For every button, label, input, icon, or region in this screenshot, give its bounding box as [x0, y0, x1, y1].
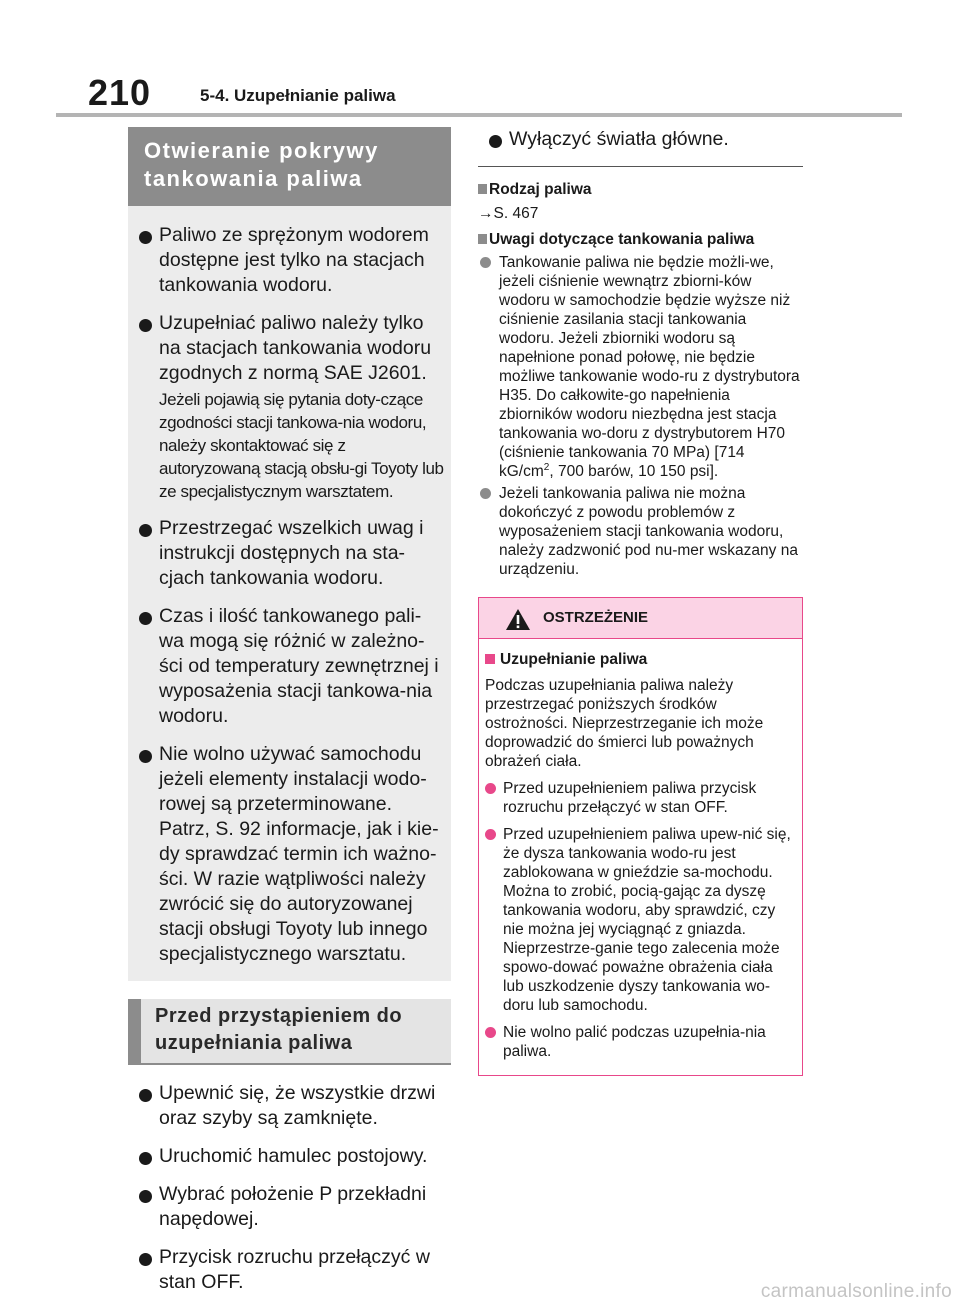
square-bullet-icon	[485, 654, 495, 664]
fuel-type-heading: Rodzaj paliwa	[478, 179, 803, 200]
list-item	[134, 1182, 451, 1232]
page-number: 210	[88, 72, 152, 113]
warning-header	[479, 598, 802, 639]
bullet-icon	[485, 1027, 496, 1038]
note-item: Jeżeli tankowania paliwa nie można dokończyć z powodu problemów z wyposażeniem stacji tankowania wodoru, należy zadzwonić pod nu-mer wskazany na urządzeniu.	[478, 484, 803, 579]
square-bullet-icon	[478, 234, 487, 244]
list-item	[134, 311, 445, 503]
bullet-icon	[139, 524, 152, 537]
item-text: Przycisk rozruchu przełączyć w stan OFF.	[159, 1246, 430, 1293]
list-item	[134, 516, 445, 591]
item-text: Upewnić się, że wszystkie drzwi oraz szyby są zamknięte.	[159, 1082, 436, 1129]
warning-item: Nie wolno palić podczas uzupełnia-nia paliwa.	[485, 1023, 796, 1061]
item-note: Jeżeli pojawią się pytania doty-czące zgodności stacji tankowa-nia wodoru, należy skontaktować się z autoryzowaną stacją obsłu-gi Toyoty lub ze specjalistycznym warsztatem.	[159, 390, 444, 501]
warning-title: OSTRZEŻENIE	[543, 609, 649, 626]
item-text: Czas i ilość tankowanego pali-wa mogą się różnić w zależno-ści od temperatury zewnętrznej i wyposażenia stacji tankowa-nia wodoru.	[159, 605, 439, 727]
bullet-icon	[139, 1190, 152, 1203]
bullet-icon	[489, 135, 502, 148]
item-text: Uzupełniać paliwo należy tylko na stacjach tankowania wodoru zgodnych z normą SAE J2601.	[159, 312, 432, 384]
warning-subheading: Uzupełnianie paliwa	[485, 649, 796, 670]
list-item	[134, 223, 445, 298]
list-item	[134, 1245, 451, 1295]
bullet-icon	[485, 783, 496, 794]
bullet-icon	[139, 1152, 152, 1165]
page-reference: →S. 467	[478, 205, 539, 222]
warning-box	[478, 597, 803, 1076]
spacer	[128, 981, 451, 999]
bullet-icon	[139, 750, 152, 763]
right-column	[478, 127, 803, 1076]
note-item: Tankowanie paliwa nie będzie możli-we, jeżeli ciśnienie wewnątrz zbiorni-ków wodoru w samochodzie będzie wyższe niż ciśnienie zasilania stacji tankowania wodoru. Jeżeli zbiorniki wodoru są napełnione ponad połowę, nie będzie możliwe tankowanie wodo-ru z dystrybutora H35. Do całkowite-go napełnienia zbiorników wodoru niezbędna jest stacja tankowania wo-doru z dystrybutorem H70 (ciśnienie tankowania 70 MPa) [714 $kG/cm^2$, 700 barów, 10 150 psi].	[478, 253, 803, 481]
warning-item: Przed uzupełnieniem paliwa przycisk rozruchu przełączyć w stan OFF.	[485, 779, 796, 817]
warning-item: Przed uzupełnieniem paliwa upew-nić się, że dysza tankowania wodo-ru jest zablokowana w gnieździe sa-mochodu. Można to zrobić, pocią-gając za dyszę tankowania wodoru, aby sprawdzić, czy nie można jej wyciągnąć z gniazda. Nieprzestrze-ganie tego zalecenia może spowo-dować poważne obrażenia ciała lub uszkodzenie dyszy tankowania wo-doru lub samochodu.	[485, 825, 796, 1015]
refuel-notes-heading: Uwagi dotyczące tankowania paliwa	[478, 229, 803, 250]
item-text: Przestrzegać wszelkich uwag i instrukcji dostępnych na sta-cjach tankowania wodoru.	[159, 517, 424, 589]
warning-triangle-icon	[505, 608, 531, 636]
right-top-list	[478, 127, 803, 152]
item-text: Wybrać położenie P przekładni napędowej.	[159, 1183, 427, 1230]
list-item	[134, 604, 445, 729]
list-item	[484, 127, 803, 152]
superscript: 2	[543, 461, 550, 473]
bullet-icon	[485, 829, 496, 840]
opening-fuel-door-box	[128, 127, 451, 981]
list-item	[134, 1081, 451, 1131]
before-refuel-list	[128, 1065, 451, 1295]
bullet-icon	[139, 231, 152, 244]
item-text: Uruchomić hamulec postojowy.	[159, 1145, 428, 1167]
bullet-icon	[139, 1089, 152, 1102]
before-refuel-heading: Przed przystąpieniem do uzupełniania paliwa	[128, 999, 451, 1065]
item-text: Wyłączyć światła główne.	[509, 128, 729, 150]
divider	[478, 166, 803, 167]
list-item	[134, 1144, 451, 1169]
section-title: 5-4. Uzupełnianie paliwa	[200, 86, 396, 105]
box-body	[128, 206, 451, 981]
square-bullet-icon	[478, 184, 487, 194]
warning-intro: Podczas uzupełniania paliwa należy przestrzegać poniższych środków ostrożności. Nieprzestrzeganie ich może doprowadzić do śmierci lub poważnych obrażeń ciała.	[485, 677, 764, 770]
bullet-icon	[480, 257, 491, 268]
item-text: Nie wolno używać samochodu jeżeli elementy instalacji wodo-rowej są przeterminowane. Patrz, S. 92 informacje, jak i kie-dy sprawdzać termin ich ważno-ści. W razie wątpliwości należy zwrócić się do autoryzowanej stacji obsługi Toyoty lub innego specjalistycznego warsztatu.	[159, 743, 439, 965]
bullet-icon	[139, 612, 152, 625]
left-column	[128, 127, 451, 1295]
list-item	[134, 742, 445, 967]
header-rule	[56, 113, 902, 117]
item-text: Paliwo ze sprężonym wodorem dostępne jest tylko na stacjach tankowania wodoru.	[159, 224, 429, 296]
warning-body	[479, 639, 802, 1075]
bullet-icon	[139, 1253, 152, 1266]
bullet-icon	[480, 488, 491, 499]
bullet-icon	[139, 319, 152, 332]
box-heading: Otwieranie pokrywy tankowania paliwa	[128, 127, 451, 206]
watermark: carmanualsonline.info	[760, 1281, 952, 1302]
